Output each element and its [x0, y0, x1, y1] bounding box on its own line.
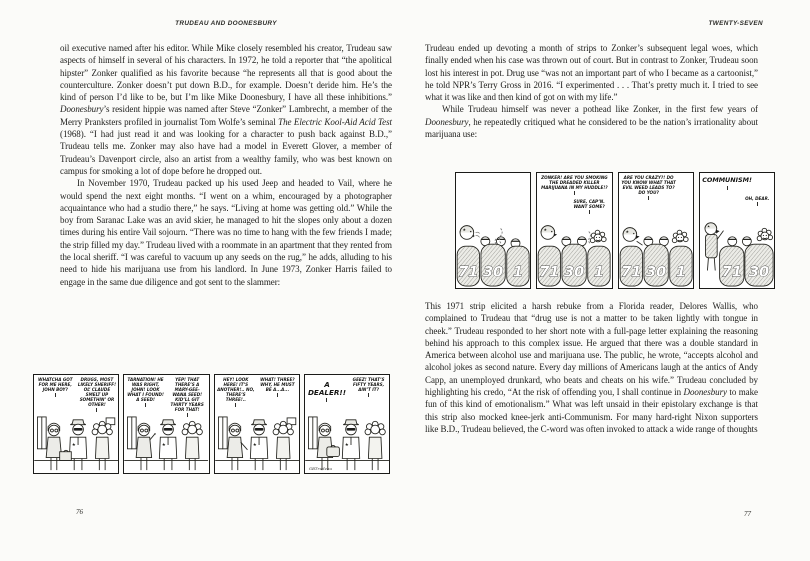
speech-balloon: OH, DEAR. — [743, 196, 773, 206]
comic-panel — [455, 172, 531, 289]
comic-panel — [33, 374, 119, 474]
jersey-number: 30 — [645, 263, 666, 281]
comic-art — [215, 415, 299, 473]
speech-balloon: COMMUNISM! — [702, 175, 753, 190]
jersey-number: 1 — [512, 263, 524, 281]
speech-balloon: DRUGS, MOST LIKELY SHERIFF! OL’ CLAUDE SMELT UP SOMETHIN’ OR OTHER! — [78, 377, 117, 412]
right-page-text-top — [425, 42, 758, 140]
jersey-number: 71 — [721, 263, 742, 281]
jersey-number: 71 — [458, 263, 479, 281]
jersey-number: 1 — [594, 263, 605, 281]
comic-strip-jail — [33, 374, 390, 474]
speech-balloon: A DEALER!! — [307, 377, 347, 402]
jersey-number: 71 — [539, 263, 560, 281]
comic-art — [537, 216, 611, 288]
page-number-left: 76 — [76, 508, 83, 516]
comic-panel — [618, 172, 694, 289]
right-page-text-bottom — [425, 300, 758, 435]
artist-signature: GBTrudeau — [308, 466, 332, 471]
comic-art — [124, 415, 208, 473]
comic-art — [305, 415, 389, 473]
paragraph: While Trudeau himself was never a pothead like Zonker, in the first few years of Doonesbury, he repeatedly critiqued what he considered to be the nation’s irrationality about marijuana use: — [425, 104, 758, 140]
comic-art — [456, 216, 530, 288]
paragraph: Trudeau ended up devoting a month of strips to Zonker’s subsequent legal woes, which finally ended when his case was thrown out of court. But in contrast to Zonker, Trudeau soon lost his interest in pot. Drug use “was not an important part of who I became as a cartoonist,” he told NPR’s Terry Gross in 2016. “I experimented . . . That’s pretty much it. I tried to see what it was like and then kind of got on with my life.” — [425, 43, 758, 103]
speech-balloon: HEY! LOOK HERE! IT’S ANOTHER!.. NO, THERE’S THREE!.. — [217, 377, 256, 407]
jersey-number: 30 — [748, 263, 769, 281]
jersey-number: 1 — [675, 263, 686, 281]
comic-art — [619, 216, 693, 288]
running-head-right: TWENTY-SEVEN — [708, 20, 763, 27]
comic-art — [34, 415, 118, 473]
comic-panel — [123, 374, 209, 474]
jersey-number: 30 — [482, 263, 504, 281]
speech-balloon: WHATCHA GOT FOR ME HERE, JOHN BOY? — [36, 377, 75, 412]
paragraph: In November 1970, Trudeau packed up his used Jeep and headed to Vail, where he would spend the next eight months. “I went on a whim, encouraged by a photographer acquaintance who had a studio there,” he says. “Living at home was getting old.” While the boy from Saranac Lake was an avid skier, he managed to hit the slopes only about a dozen times during his entire Vail sojourn. “There was no time to hang with the few friends I made; the strip filled my day.” Trudeau lived with a roommate in an apartment that they rented from the local sheriff. “I was careful to vacuum up any seeds on the rug,” he adds, alluding to his need to hide his marijuana use from his landlord. In June 1973, Zonker Harris failed to engage in the same due diligence and got sent to the slammer: — [60, 178, 392, 287]
speech-balloon: YEP! THAT THERE’S A MARY-GEE-WANA SEED! KID’LL GIT THIRTY YEARS FOR THAT! — [168, 377, 207, 417]
comic-art — [700, 216, 774, 288]
svg-text:★: ★ — [344, 441, 349, 447]
speech-balloon: GEEZ! THAT’S FIFTY YEARS, AIN’T IT? — [350, 377, 387, 402]
comic-panel — [699, 172, 775, 289]
speech-balloon: ARE YOU CRAZY?! DO YOU KNOW WHAT THAT EVIL WEED LEADS TO? DO YOU? — [621, 175, 677, 200]
svg-text:★: ★ — [71, 441, 76, 447]
speech-balloon: TARNATION! HE WAS RIGHT, JOHN! LOOK WHAT I FOUND! A SEED! — [126, 377, 165, 417]
paragraph: This 1971 strip elicited a harsh rebuke from a Florida reader, Delores Wallis, who complained to Trudeau that “drug use is not a matter to be taken lightly with tongue in cheek.” Trudeau responded to her short note with a full-page letter explaining the reasoning behind his approach to this complex issue. He argued that there was a double standard in America between alcohol use and marijuana use. The public, he wrote, “accepts alcohol and alcohol jokes as second nature. Every day millions of Americans laugh at the antics of Andy Capp, an unemployed drunkard, who beats and cheats on his wife.” Trudeau concluded by highlighting his credo, “At the risk of offending you, I shall continue in Doonesbury to make fun of this kind of emotionalism.” What was left unsaid in their epistolary exchange is that this strip also mocked knee-jerk anti-Communism. For many hard-right Nixon supporters like B.D., Trudeau believed, the C-word was often invoked to attack a wide range of thoughts — [425, 301, 759, 434]
jersey-number: 30 — [564, 263, 585, 281]
jersey-number: 71 — [620, 263, 641, 281]
comic-panel — [304, 374, 390, 474]
svg-text:★: ★ — [462, 228, 466, 233]
left-page-text — [60, 42, 392, 288]
svg-text:★: ★ — [252, 441, 257, 447]
paragraph: oil executive named after his editor. While Mike closely resembled his creator, Trudeau saw aspects of himself in several of his characters. In 1972, he told a reporter that “the apolitical hipster” Zonker qualified as his favorite because “he represents all that is good about the counterculture. Zonker doesn’t put down B.D., for example. Doesn’t deride him. He’s the kind of person I’d like to be, but I’m like Mike Doonesbury, I have all these inhibitions.” Doonesbury’s resident hippie was named after Steve “Zonker” Lambrecht, a member of the Merry Pranksters profiled in journalist Tom Wolfe’s seminal The Electric Kool-Aid Acid Test (1968). “I had just read it and was looking for a character to push back against B.D.,” Trudeau tells me. Zonker may also have had a model in Everett Glover, a member of Trudeau’s Davenport circle, also an artist from a wealthy family, who was best known on campus for smoking a lot of dope before he dropped out. — [60, 43, 392, 176]
speech-balloon: WHAT! THREE? WHY, HE MUST BE A...A... — [258, 377, 297, 407]
speech-balloon: ZONKER! ARE YOU SMOKING THE DREADED KILLER MARIJUANA IN MY HUDDLE!? — [539, 175, 609, 195]
comic-strip-huddle — [455, 172, 775, 289]
speech-balloon: SURE, CAP’N. WANT SOME? — [569, 199, 610, 214]
svg-text:★: ★ — [706, 224, 710, 229]
comic-panel — [214, 374, 300, 474]
running-head-left: TRUDEAU AND DOONESBURY — [175, 20, 277, 27]
page-number-right: 77 — [744, 510, 751, 518]
svg-text:★: ★ — [624, 230, 629, 235]
svg-text:★: ★ — [543, 228, 548, 233]
svg-text:★: ★ — [162, 441, 166, 447]
comic-panel — [536, 172, 612, 289]
